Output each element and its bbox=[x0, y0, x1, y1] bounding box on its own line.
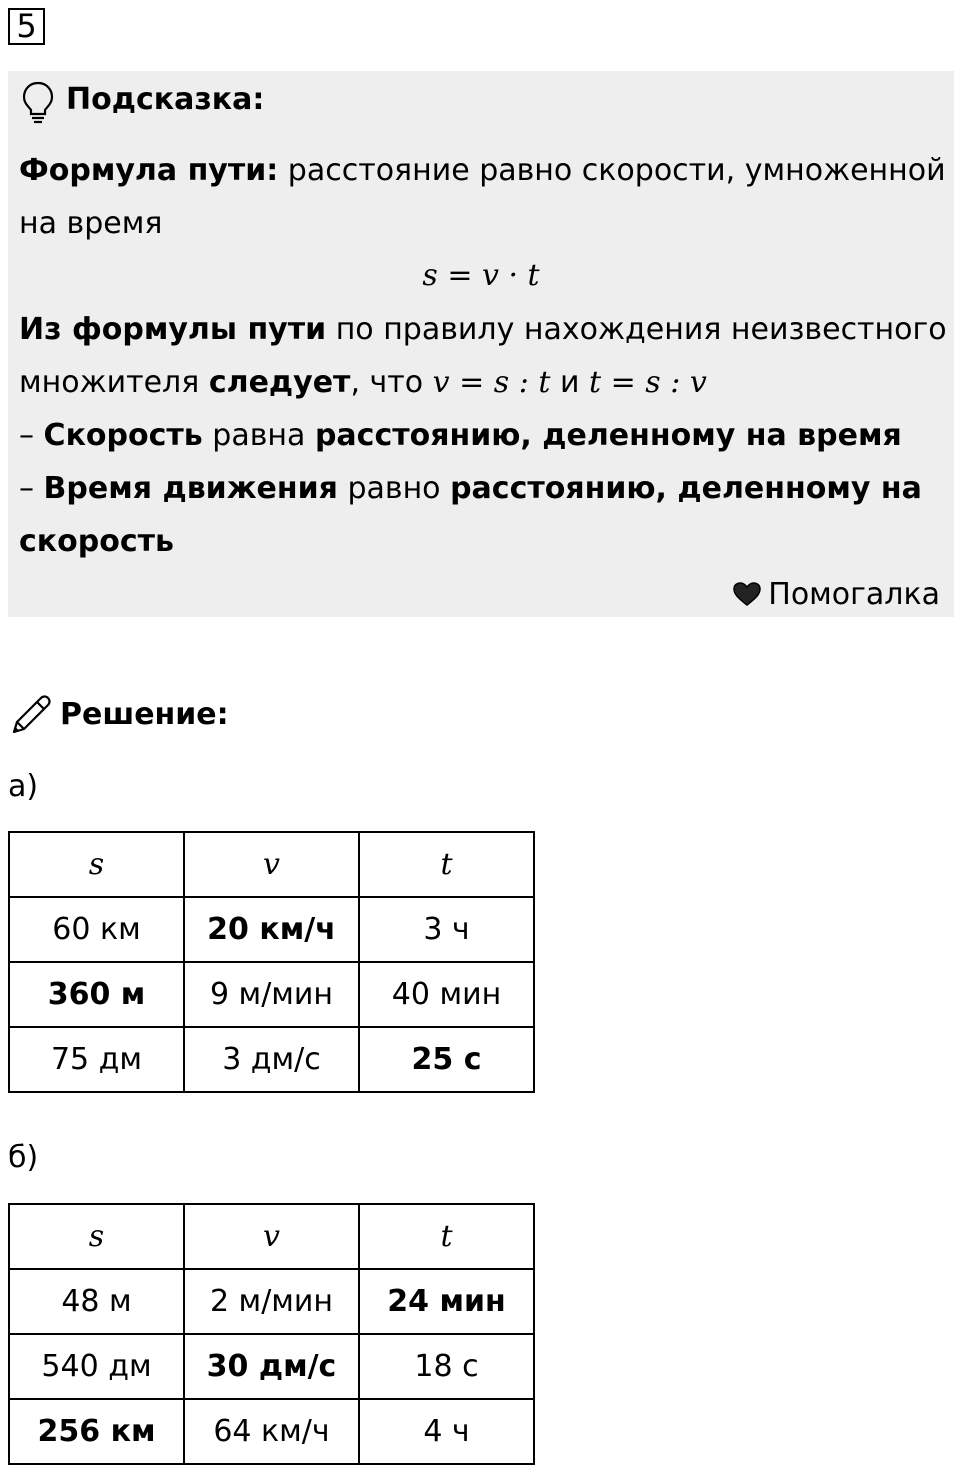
table-row bbox=[9, 1269, 534, 1334]
table-cell: 40 мин bbox=[359, 962, 534, 1027]
hint-formula: s = v · t bbox=[422, 258, 540, 293]
table-cell: 18 с bbox=[359, 1334, 534, 1399]
hint-text: множителя bbox=[19, 365, 209, 400]
hint-line-5 bbox=[19, 418, 902, 453]
table-header-cell: v bbox=[184, 1204, 359, 1269]
table-cell: 540 дм bbox=[9, 1334, 184, 1399]
hint-line-6 bbox=[19, 471, 922, 506]
credit-text: Помогалка bbox=[768, 577, 940, 612]
hint-term: Из формулы пути bbox=[19, 312, 327, 347]
table-cell: 60 км bbox=[9, 897, 184, 962]
table-cell: 2 м/мин bbox=[184, 1269, 359, 1334]
formula-velocity: v = s : t bbox=[432, 365, 551, 400]
table-cell: 3 ч bbox=[359, 897, 534, 962]
hint-term: Скорость bbox=[43, 418, 203, 453]
hint-text: , что bbox=[350, 365, 433, 400]
hint-line-4 bbox=[19, 365, 707, 400]
hint-text: расстояние равно скорости, умноженной bbox=[278, 153, 946, 188]
formula-time: t = s : v bbox=[589, 365, 707, 400]
table-part-a bbox=[8, 831, 535, 1093]
hint-text: по правилу нахождения неизвестного bbox=[326, 312, 947, 347]
hint-dash: – bbox=[19, 418, 44, 453]
table-cell-answer: 24 мин bbox=[359, 1269, 534, 1334]
table-row bbox=[9, 1334, 534, 1399]
table-cell-answer: 360 м bbox=[9, 962, 184, 1027]
hint-term: Время движения bbox=[43, 471, 338, 506]
hint-title: Подсказка: bbox=[66, 82, 265, 117]
part-a-label: а) bbox=[8, 769, 39, 804]
table-header-cell: s bbox=[9, 1204, 184, 1269]
table-cell-answer: 30 дм/с bbox=[184, 1334, 359, 1399]
hint-term: скорость bbox=[19, 524, 174, 559]
part-b-label: б) bbox=[8, 1140, 39, 1175]
hint-term: следует bbox=[208, 365, 351, 400]
table-header-row bbox=[9, 832, 534, 897]
table-part-b bbox=[8, 1203, 535, 1465]
hint-term: расстоянию, деленному на время bbox=[314, 418, 902, 453]
table-row bbox=[9, 897, 534, 962]
solution-title: Решение: bbox=[60, 697, 229, 732]
table-cell-answer: 256 км bbox=[9, 1399, 184, 1464]
table-cell: 64 км/ч bbox=[184, 1399, 359, 1464]
hint-line-7 bbox=[19, 524, 174, 559]
hint-line-2: на время bbox=[19, 206, 163, 241]
hint-term: расстоянию, деленному на bbox=[450, 471, 922, 506]
table-header-cell: v bbox=[184, 832, 359, 897]
table-header-cell: t bbox=[359, 1204, 534, 1269]
table-cell-answer: 20 км/ч bbox=[184, 897, 359, 962]
table-row bbox=[9, 1027, 534, 1092]
hint-text: и bbox=[550, 365, 589, 400]
hint-dash: – bbox=[19, 471, 44, 506]
table-header-cell: t bbox=[359, 832, 534, 897]
heart-icon bbox=[732, 581, 762, 607]
hint-term-formula: Формула пути: bbox=[19, 153, 279, 188]
lightbulb-icon bbox=[20, 80, 56, 124]
table-cell: 48 м bbox=[9, 1269, 184, 1334]
hint-line-1 bbox=[19, 153, 946, 188]
table-cell-answer: 25 с bbox=[359, 1027, 534, 1092]
table-cell: 9 м/мин bbox=[184, 962, 359, 1027]
table-header-row bbox=[9, 1204, 534, 1269]
hint-line-3 bbox=[19, 312, 947, 347]
credit bbox=[732, 577, 940, 612]
table-row bbox=[9, 1399, 534, 1464]
hint-text: равно bbox=[337, 471, 451, 506]
hint-text: равна bbox=[202, 418, 315, 453]
task-number: 5 bbox=[8, 8, 45, 45]
table-header-cell: s bbox=[9, 832, 184, 897]
hint-panel bbox=[8, 71, 954, 617]
table-row bbox=[9, 962, 534, 1027]
pencil-icon bbox=[8, 692, 54, 738]
table-cell: 3 дм/с bbox=[184, 1027, 359, 1092]
table-cell: 75 дм bbox=[9, 1027, 184, 1092]
table-cell: 4 ч bbox=[359, 1399, 534, 1464]
